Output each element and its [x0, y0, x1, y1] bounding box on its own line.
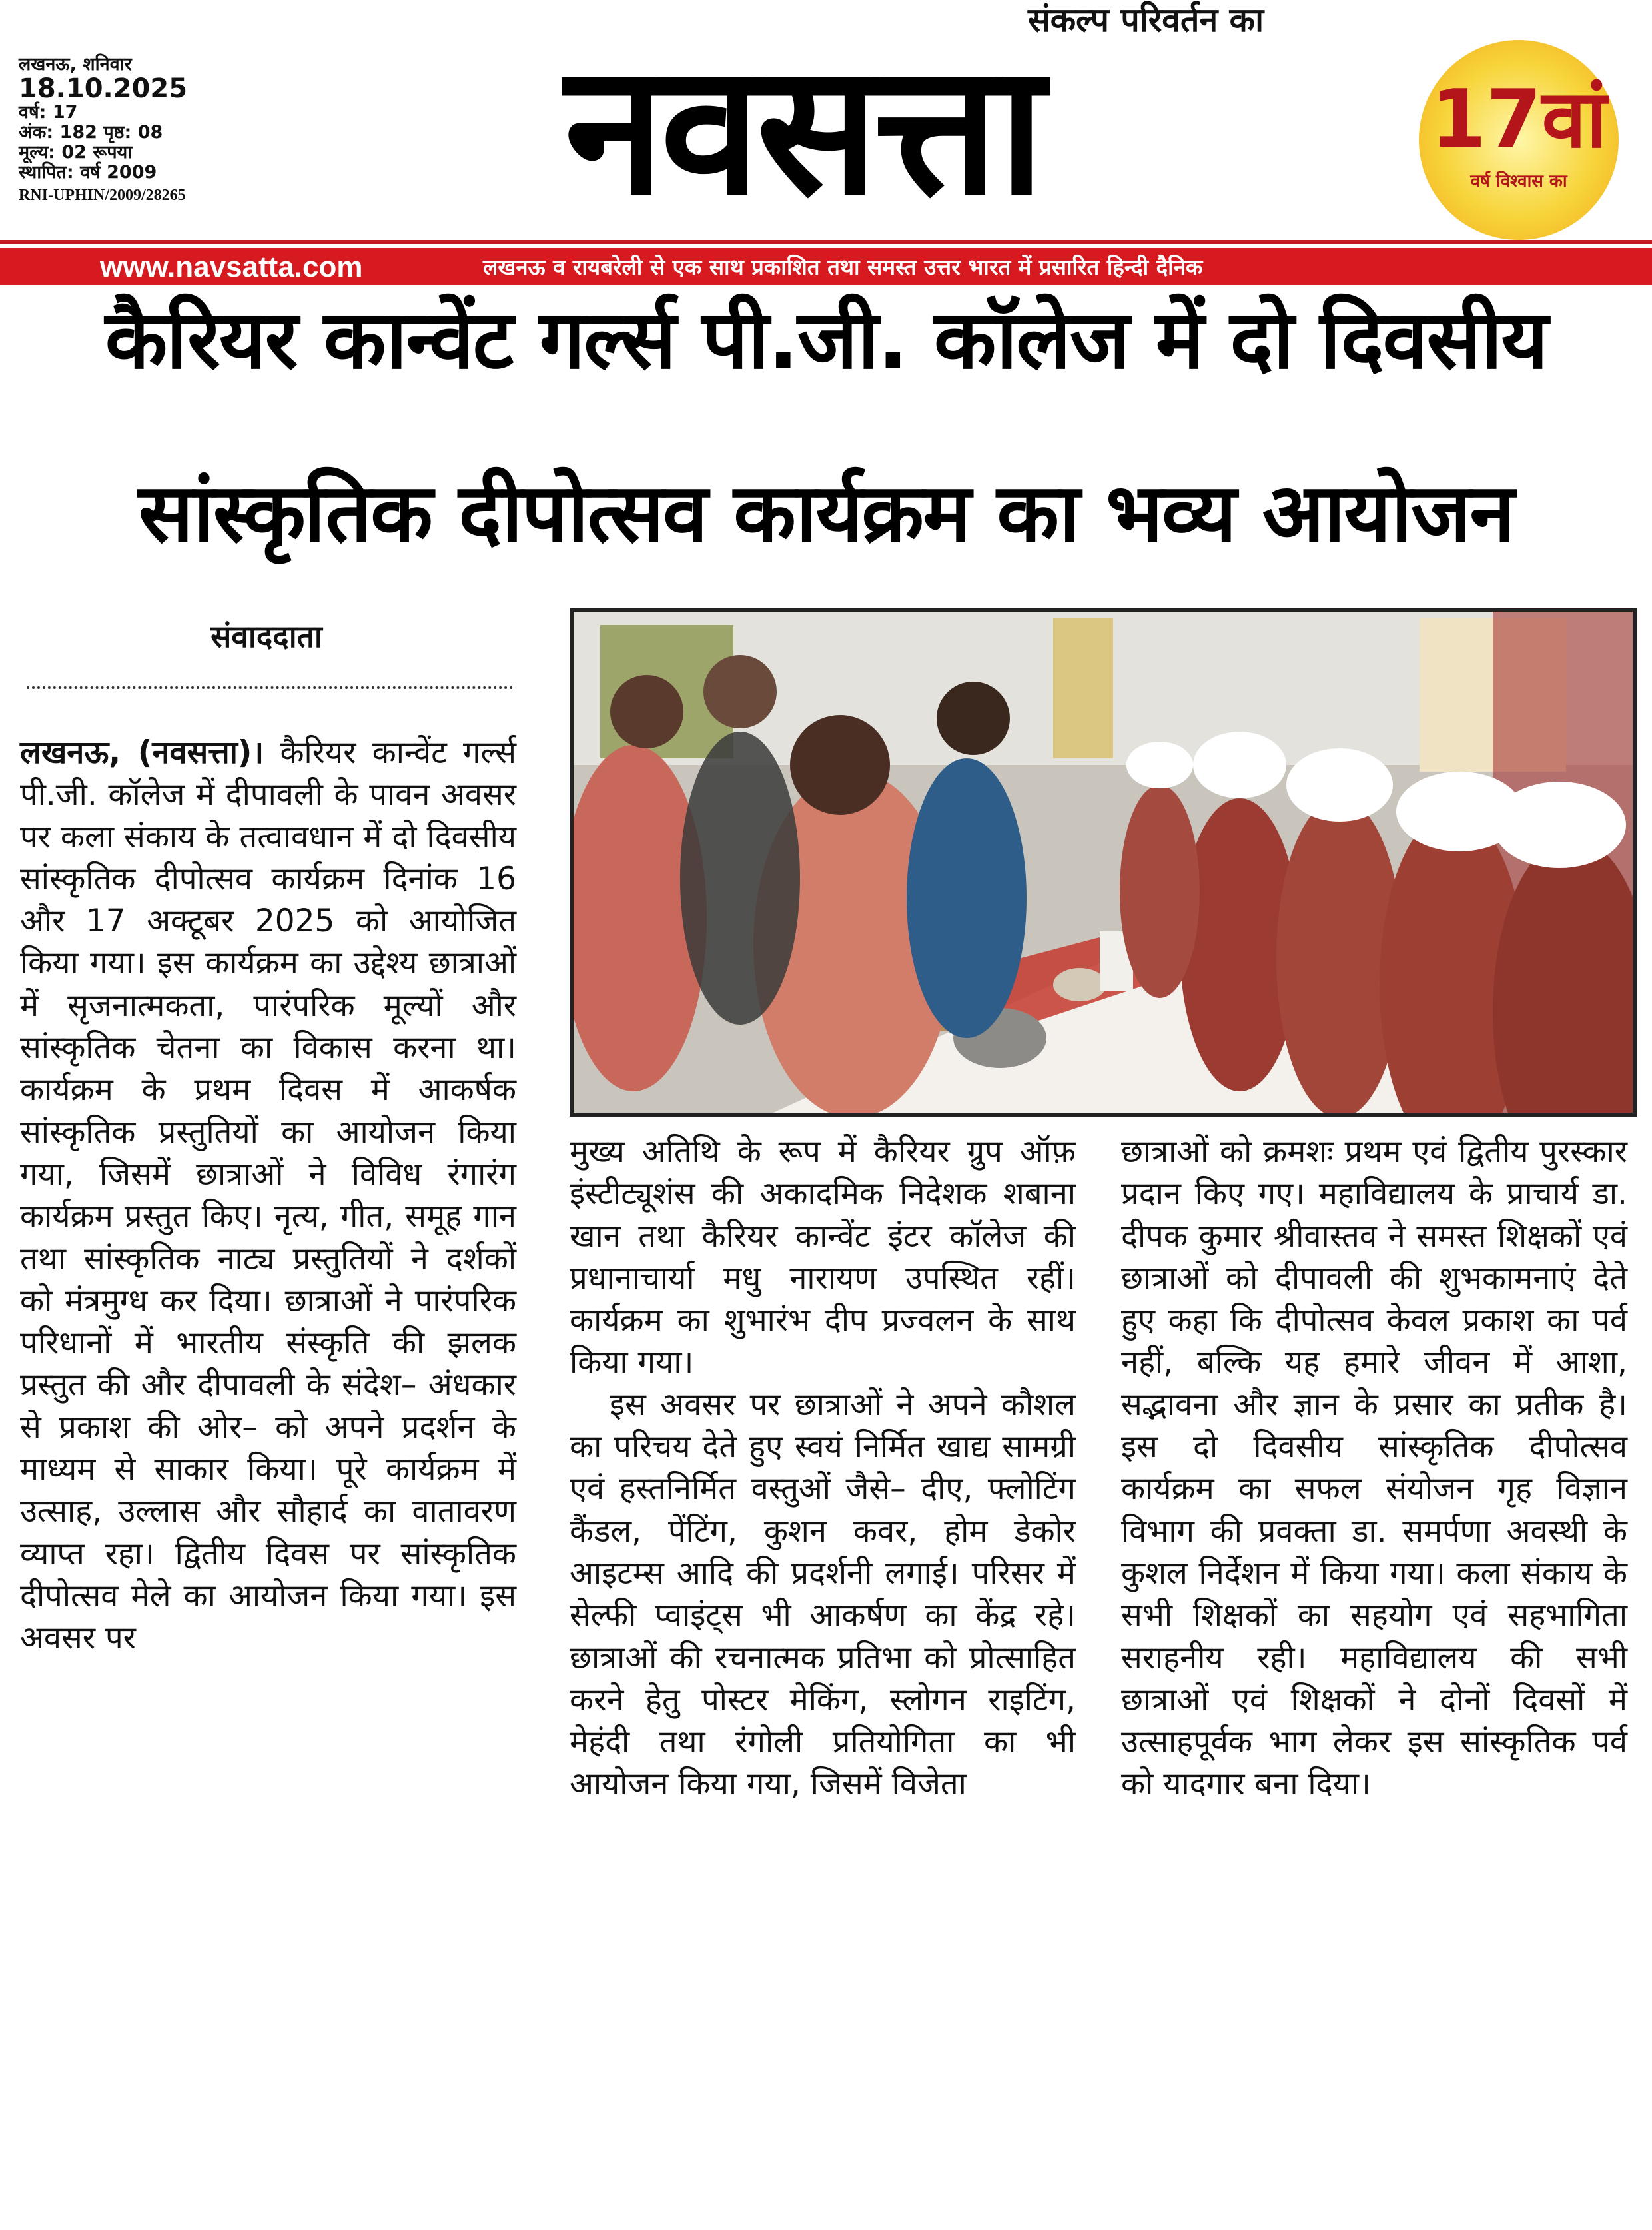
- website-link[interactable]: www.navsatta.com: [100, 251, 363, 283]
- article-column-2-paragraph-1: मुख्य अतिथि के रूप में कैरियर ग्रुप ऑफ़ इंस्टीट्यूशंस की अकादमिक निदेशक शबाना खान तथा कैरियर कान्वेंट इंटर कॉलेज की प्रधानाचार्या मधु नारायण उपस्थित रहीं। कार्यक्रम का शुभारंभ दीप प्रज्वलन के साथ किया गया।: [570, 1133, 1076, 1381]
- article-column-1-text: कैरियर कान्वेंट गर्ल्स पी.जी. कॉलेज में दीपावली के पावन अवसर पर कला संकाय के तत्वावधान में दो दिवसीय सांस्कृतिक दीपोत्सव कार्यक्रम दिनांक 16 और 17 अक्टूबर 2025 को आयोजित किया गया। इस कार्यक्रम का उद्देश्य छात्राओं में सृजनात्मकता, पारंपरिक मूल्यों और सांस्कृतिक चेतना का विकास करना था। कार्यक्रम के प्रथम दिवस में आकर्षक सांस्कृतिक प्रस्तुतियों का आयोजन किया गया, जिसमें छात्राओं ने विविध रंगारंग कार्यक्रम प्रस्तुत किए। नृत्य, गीत, समूह गान तथा सांस्कृतिक नाट्य प्रस्तुतियों ने दर्शकों को मंत्रमुग्ध कर दिया। छात्राओं ने पारंपरिक परिधानों में भारतीय संस्कृति की झलक प्रस्तुत की और दीपावली के संदेश– अंधकार से प्रकाश की ओर– को अपने प्रदर्शन के माध्यम से साकार किया। पूरे कार्यक्रम में उत्साह, उल्लास और सौहार्द का वातावरण व्याप्त रहा। द्वितीय दिवस पर सांस्कृतिक दीपोत्सव मेले का आयोजन किया गया। इस अवसर पर: [20, 734, 516, 1657]
- headline-line-2: सांस्कृतिक दीपोत्सव कार्यक्रम का भव्य आयोजन: [138, 466, 1514, 560]
- event-photo-illustration: [574, 612, 1633, 1113]
- article-column-2-paragraph-2: इस अवसर पर छात्राओं ने अपने कौशल का परिचय देते हुए स्वयं निर्मित खाद्य सामग्री एवं हस्तनिर्मित वस्तुओं जैसे– दीए, फ्लोटिंग कैंडल, पेंटिंग, कुशन कवर, होम डेकोर आइटम्स आदि की प्रदर्शनी लगाई। परिसर में सेल्फी प्वाइंट्स भी आकर्षण का केंद्र रहे। छात्राओं की रचनात्मक प्रतिभा को प्रोत्साहित करने हेतु पोस्टर मेकिंग, स्लोगन राइटिंग, मेहंदी तथा रंगोली प्रतियोगिता का भी आयोजन किया गया, जिसमें विजेता: [570, 1386, 1076, 1803]
- issue-date: 18.10.2025: [19, 73, 188, 104]
- byline: संवाददाता: [210, 618, 322, 654]
- anniversary-number: 17वां: [1430, 73, 1607, 166]
- issue-rni: RNI-UPHIN/2009/28265: [19, 187, 186, 204]
- issue-number: अंक: 182 पृष्ठ: 08: [19, 122, 163, 143]
- anniversary-badge: [1419, 40, 1619, 240]
- article-column-3-paragraph: छात्राओं को क्रमशः प्रथम एवं द्वितीय पुरस्कार प्रदान किए गए। महाविद्यालय के प्राचार्य डा. दीपक कुमार श्रीवास्तव ने समस्त शिक्षकों एवं छात्राओं को दीपावली की शुभकामनाएं देते हुए कहा कि दीपोत्सव केवल प्रकाश का पर्व नहीं, बल्कि यह हमारे जीवन में आशा, सद्भावना और ज्ञान के प्रसार का प्रतीक है। इस दो दिवसीय सांस्कृतिक दीपोत्सव कार्यक्रम का सफल संयोजन गृह विज्ञान विभाग की प्रवक्ता डा. समर्पणा अवस्थी के कुशल निर्देशन में किया गया। कला संकाय के सभी शिक्षकों का सहयोग एवं सहभागिता सराहनीय रही। महाविद्यालय की सभी छात्राओं एवं शिक्षकों ने दोनों दिवसों में उत्साहपूर्वक भाग लेकर इस सांस्कृतिक पर्व को यादगार बना दिया।: [1121, 1133, 1627, 1803]
- issue-meta: [19, 55, 218, 205]
- masthead-rule: [0, 240, 1652, 244]
- strap-text: लखनऊ व रायबरेली से एक साथ प्रकाशित तथा समस्त उत्तर भारत में प्रसारित हिन्दी दैनिक: [483, 254, 1203, 280]
- issue-year: वर्ष: 17: [19, 102, 78, 123]
- issue-price: मूल्य: 02 रूपया: [19, 142, 133, 163]
- issue-established: स्थापित: वर्ष 2009: [19, 162, 157, 183]
- headline-line-1: कैरियर कान्वेंट गर्ल्स पी.जी. कॉलेज में दो दिवसीय: [105, 292, 1547, 387]
- article-column-2: [570, 1131, 1076, 1806]
- issue-place-day: लखनऊ, शनिवार: [19, 54, 132, 75]
- byline-divider: [27, 686, 513, 689]
- newspaper-logo: नवसत्ता: [564, 25, 1041, 235]
- red-strap-bar: [0, 248, 1652, 285]
- masthead-tagline: संकल्प परिवर्तन का: [1027, 1, 1264, 39]
- article-dateline: लखनऊ, (नवसत्ता)।: [20, 734, 264, 771]
- event-photo: [570, 608, 1637, 1117]
- article-column-3: [1121, 1131, 1627, 1806]
- anniversary-caption: वर्ष विश्वास का: [1470, 171, 1567, 191]
- article-column-1: [20, 732, 516, 1660]
